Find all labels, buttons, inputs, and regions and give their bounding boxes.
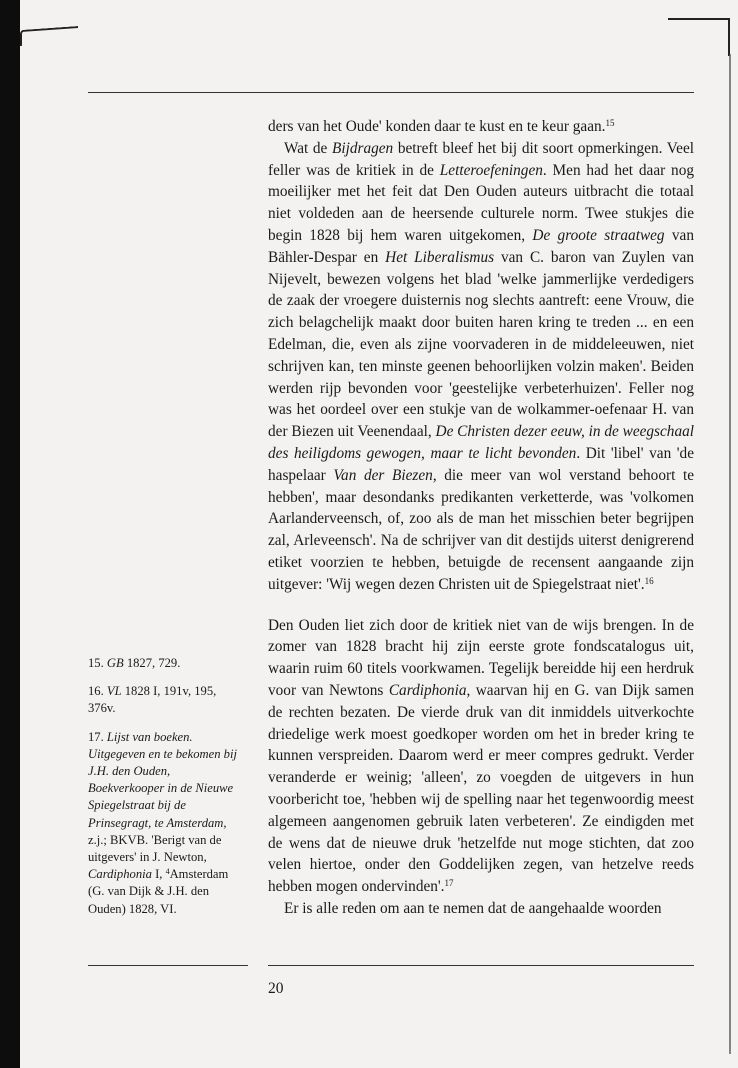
text-run: Wat de — [284, 139, 333, 157]
scan-border-right — [729, 54, 731, 1054]
paragraph-4: Er is alle reden om aan te nemen dat de aangehaalde woorden — [284, 899, 662, 917]
footer-rule-right — [268, 965, 694, 966]
text-run: . Dit 'libel' van 'de haspelaar — [268, 444, 694, 484]
text-run: van C. baron van Zuylen van Nijevelt, bewezen volgens het blad 'welke jammerlijke verdedigers de zaak der vroegere duisternis nog slechts aantreft: eene Vrouw, die zich belagchelijk maakt door buiten haren kring te treden ... en een Edelman, die, even als zijne voorvaderen in de middeleeuwen, niet schrijven kan, ten minste geenen behoorlijken volzin maken'. Beiden werden rijp bevonden voor 'geestelijke verbeterhuizen'. Feller nog was het oordeel over een stukje van de wolkammer-oefenaar H. van der Biezen uit Veenendaal, — [268, 248, 694, 441]
paragraph-3 — [268, 615, 694, 898]
footnote-ref-15: 15 — [605, 118, 615, 128]
paragraph-2 — [268, 138, 694, 596]
footnote-text: I, — [151, 867, 166, 882]
italic-title-christen: De Christen dezer eeuw, in de weegschaal des heiligdoms gewogen, maar te licht bevonden — [268, 423, 694, 462]
footnote-17 — [88, 729, 244, 918]
footer-rule-left — [88, 965, 248, 966]
crop-mark-top-left — [20, 26, 78, 46]
main-text-column — [268, 116, 694, 920]
footnote-text: 1827, 729. — [123, 656, 181, 670]
text-run: van Bähler-Despar en — [268, 226, 694, 266]
footnote-ref-17: 17 — [444, 878, 454, 889]
page-number: 20 — [268, 980, 284, 997]
paragraph-1-text: ders van het Oude' konden daar te kust en te keur gaan. — [268, 118, 606, 135]
text-run: Den Ouden liet zich door de kritiek niet van de wijs brengen. In de zomer van 1828 bracht hij zijn eerste grote fondscatalogus uit, waarin ruim 60 titels voorkwamen. Tegelijk bereidde hij een herdruk voor van Newtons — [268, 616, 694, 699]
italic-letteroefeningen: Letteroefeningen — [439, 161, 543, 179]
text-run: betreft bleef het bij dit soort opmerkingen. Veel feller was de kritiek in de — [268, 139, 694, 179]
italic-bijdragen: Bijdragen — [332, 139, 394, 157]
italic-title-straatweg: De groote straatweg — [532, 226, 665, 244]
footnotes-column — [88, 655, 244, 929]
text-run: , waarvan hij en G. van Dijk samen de rechten bezaten. De vierde druk van dit inmiddels uitverkochte driedelige werk moest goedkoper worden om het in breder kring te kunnen verspreiden. Daarom werd er meer compres gedrukt. Verder veranderde er weinig; 'alleen', zo voegden de uitgevers in hun voorbericht toe, 'hebben wij de spelling naar het tegenwoordig meest algemeen aangenomen gebruik laten verbeteren'. Ze eindigden met de wens dat de nieuwe druk 'hetzelfde nut moge stichten, dat zoo velen hiertoe, onder den Goddelijken zegen, van hetzelve reeds hebben mogen ondervinden'. — [268, 681, 695, 896]
edition-superscript: 4 — [165, 867, 170, 877]
footnote-text: Amsterdam (G. van Dijk & J.H. den Ouden) 1828, VI. — [88, 867, 229, 916]
text-run: . Men had het daar nog moeilijker met het feit dat Den Ouden auteurs uitbracht die totaal niet voldeden aan de heersende culturele norm. Twee stukjes die begin 1828 bij hem waren uitgekomen, — [268, 161, 694, 244]
footnote-ref-16: 16 — [644, 575, 654, 586]
footnote-15 — [88, 655, 244, 672]
footnote-number: 16. — [88, 684, 107, 699]
crop-mark-top-right — [668, 18, 730, 56]
footnote-italic: GB — [106, 656, 124, 670]
italic-cardiphonia: Cardiphonia — [388, 681, 467, 699]
footnote-number: 15. — [88, 656, 107, 670]
footnote-text: 1828 I, 191v, 195, 376v. — [88, 684, 217, 716]
text-run: , die meer van wol verstand behoort te hebben', maar desondanks predikanten verketterde, was 'volkomen Aarlanderveensch, of, zoo als de man het misschien beter begrijpen zal, Arleveensch'. Na de schrijver van dit destijds uiterst denigrerend etiket voorzien te hebben, betuigde de recensent aangaande zijn uitgever: 'Wij wegen dezen Christen uit de Spiegelstraat niet'. — [268, 466, 695, 593]
italic-title-liberalismus: Het Liberalismus — [385, 248, 495, 266]
footnote-number: 17. — [88, 729, 107, 744]
footnote-italic: Cardiphonia — [88, 867, 152, 882]
header-rule — [88, 92, 694, 93]
italic-van-der-biezen: Van der Biezen — [333, 466, 433, 484]
footnote-16 — [88, 683, 244, 717]
footnote-italic: VL — [106, 684, 122, 699]
footnote-italic: Lijst van boeken. Uitgegeven en te bekomen bij J.H. den Ouden, Boekverkooper in de Nieuwe Spiegelstraat bij de Prinsegragt, te Amsterdam, — [88, 729, 237, 830]
paragraph-1 — [268, 116, 694, 138]
footnote-text: z.j.; BKVB. 'Berigt van de uitgevers' in J. Newton, — [88, 832, 222, 865]
scan-border-left — [0, 0, 20, 1068]
